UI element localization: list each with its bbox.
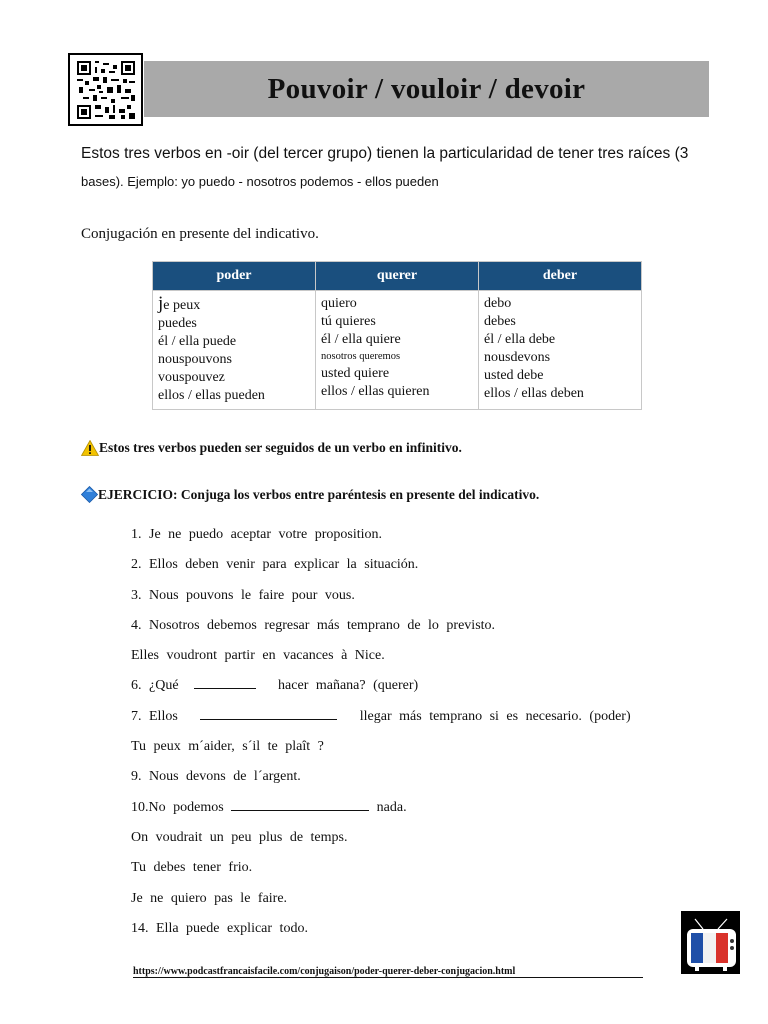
- exercise-heading: [81, 486, 539, 503]
- deber-form: debes: [484, 314, 516, 329]
- warning-icon: [81, 440, 99, 456]
- table-header-row: [153, 262, 642, 291]
- poder-form: puedes: [158, 316, 197, 331]
- page-title: Pouvoir / vouloir / devoir: [267, 72, 586, 105]
- querer-form: ellos / ellas quieren: [321, 384, 430, 399]
- table-row: [153, 291, 642, 410]
- querer-form: él / ella quiere: [321, 332, 401, 347]
- querer-form: nosotros queremos: [321, 351, 401, 362]
- infinitive-note: [81, 440, 462, 456]
- deber-form: nousdevons: [484, 350, 551, 365]
- list-item: 2. Ellos deben venir para explicar la situación.: [131, 557, 419, 573]
- tv-logo-icon: [681, 911, 740, 974]
- conjugation-table: [152, 261, 642, 410]
- list-item: 7. Ellos llegar más temprano si es necesario. (poder): [131, 708, 631, 724]
- list-item: Tu peux m´aider, s´il te plaît ?: [131, 739, 324, 755]
- list-item: 3. Nous pouvons le faire pour vous.: [131, 587, 355, 603]
- title-bar: [144, 61, 709, 117]
- list-item: Je ne quiero pas le faire.: [131, 890, 288, 906]
- deber-cell: [479, 291, 642, 410]
- blue-diamond-icon: [81, 486, 98, 503]
- column-header-poder: poder: [153, 262, 316, 291]
- list-item: 6. ¿Qué hacer mañana? (querer): [131, 678, 419, 694]
- querer-form: usted quiere: [321, 366, 390, 381]
- qr-code: [68, 53, 143, 126]
- podcast-logo: [681, 911, 740, 974]
- list-item: Elles voudront partir en vacances à Nice.: [131, 648, 385, 664]
- poder-form: ellos / ellas pueden: [158, 388, 265, 403]
- deber-form: él / ella debe: [484, 332, 556, 347]
- deber-form: debo: [484, 296, 512, 311]
- exercise-heading-text: EJERCICIO: Conjuga los verbos entre paréntesis en presente del indicativo.: [98, 486, 540, 502]
- poder-form-1: je peux: [158, 293, 201, 314]
- list-item: Tu debes tener frio.: [131, 860, 253, 876]
- list-item: 14. Ella puede explicar todo.: [131, 920, 308, 936]
- querer-form: tú quieres: [321, 314, 376, 329]
- intro-paragraph: [81, 142, 711, 189]
- answer-blank[interactable]: [200, 707, 337, 720]
- list-item: 9. Nous devons de l´argent.: [131, 769, 301, 785]
- list-item: 10.No podemos nada.: [131, 799, 407, 815]
- exercise-list: [131, 525, 646, 949]
- poder-cell: [153, 291, 316, 410]
- list-item: 4. Nosotros debemos regresar más temprano de lo previsto.: [131, 617, 496, 633]
- source-link[interactable]: https://www.podcastfrancaisfacile.com/conjugaison/poder-querer-deber-conjugacion.html: [133, 966, 643, 978]
- poder-form: él / ella puede: [158, 334, 237, 349]
- list-item: 1. Je ne puedo aceptar votre proposition.: [131, 527, 383, 542]
- conjugation-heading: Conjugación en presente del indicativo.: [81, 226, 319, 242]
- answer-blank[interactable]: [194, 676, 256, 689]
- note-text: Estos tres verbos pueden ser seguidos de un verbo en infinitivo.: [99, 440, 462, 455]
- poder-form: vouspouvez: [158, 370, 225, 385]
- intro-line-2: bases). Ejemplo: yo puedo - nosotros podemos - ellos pueden: [81, 174, 439, 189]
- answer-blank[interactable]: [231, 798, 369, 811]
- deber-form: ellos / ellas deben: [484, 386, 584, 401]
- column-header-querer: querer: [316, 262, 479, 291]
- poder-form: nouspouvons: [158, 352, 232, 367]
- deber-form: usted debe: [484, 368, 544, 383]
- list-item: On voudrait un peu plus de temps.: [131, 829, 348, 845]
- querer-form: quiero: [321, 296, 357, 311]
- querer-cell: [316, 291, 479, 410]
- column-header-deber: deber: [479, 262, 642, 291]
- qr-code-icon: [77, 61, 135, 119]
- intro-line-1: Estos tres verbos en -oir (del tercer grupo) tienen la particularidad de tener tres raíces (3: [81, 145, 689, 162]
